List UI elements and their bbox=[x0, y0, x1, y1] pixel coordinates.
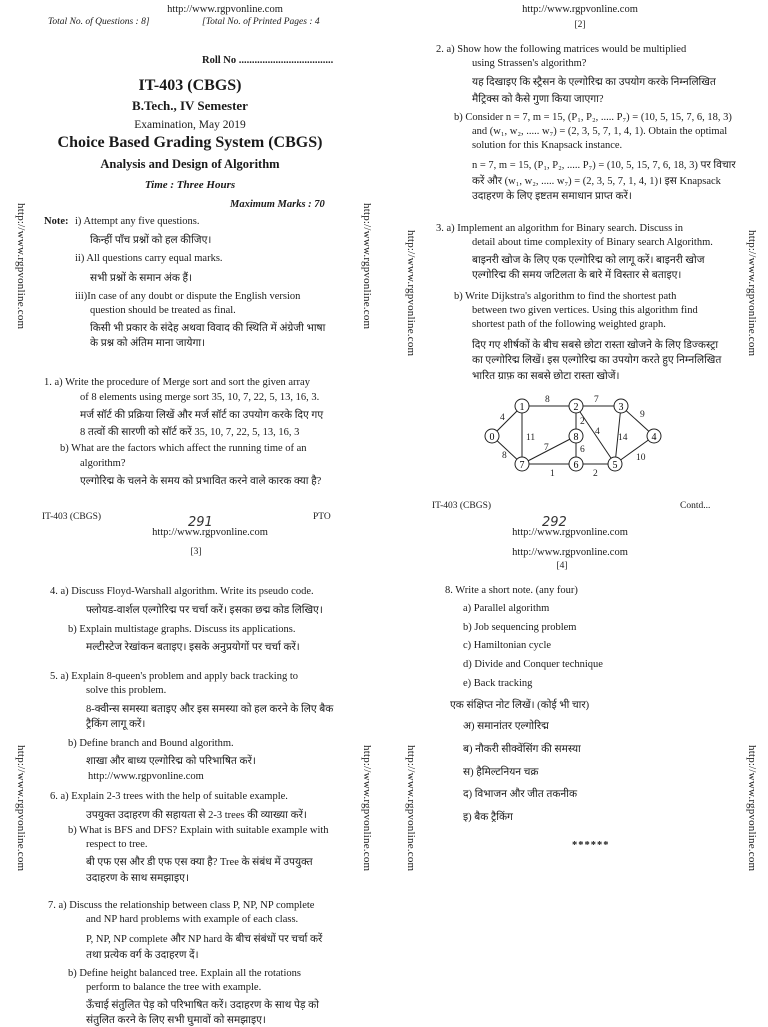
edge-weight: 6 bbox=[580, 445, 585, 455]
q2-line: 2. a) Show how the following matrices would be multiplied bbox=[436, 44, 687, 55]
svg-text:4: 4 bbox=[651, 432, 657, 443]
graph-node bbox=[515, 399, 529, 413]
grading-system: Choice Based Grading System (CBGS) bbox=[57, 134, 323, 151]
handwritten-number: 292 bbox=[542, 515, 567, 530]
note-line: question should be treated as final. bbox=[90, 305, 236, 316]
q2-line: using Strassen's algorithm? bbox=[472, 58, 587, 69]
q8-item: e) Back tracking bbox=[463, 678, 533, 689]
exam-session: Examination, May 2019 bbox=[134, 119, 246, 131]
q7-line: perform to balance the tree with example. bbox=[86, 982, 262, 993]
top-url[interactable]: http://www.rgpvonline.com bbox=[152, 527, 268, 538]
page-number: [4] bbox=[556, 561, 568, 571]
note-line: i) Attempt any five questions. bbox=[75, 216, 200, 227]
side-url[interactable]: http://www.rgpvonline.com bbox=[361, 745, 373, 872]
q1-line: 1. a) Write the procedure of Merge sort and sort the given array bbox=[44, 377, 310, 388]
q2-line: b) Consider n = 7, m = 15, (P₁, P₂, ..... P₇) = (10, 5, 15, 7, 6, 18, 3) bbox=[454, 112, 732, 123]
graph-nodes bbox=[485, 399, 661, 471]
edge-weight: 1 bbox=[550, 469, 555, 479]
note-line: किन्हीं पाँच प्रश्नों को हल कीजिए। bbox=[90, 235, 212, 246]
q7-line: ऊँचाई संतुलित पेड़ को परिभाषित करें। उदाहरण के साथ पेड़ को bbox=[86, 1000, 319, 1011]
q5-line: 5. a) Explain 8-queen's problem and apply back tracking to bbox=[50, 671, 298, 682]
svg-text:2: 2 bbox=[573, 402, 579, 413]
note-line: किसी भी प्रकार के संदेह अथवा विवाद की स्थिति में अंग्रेजी भाषा bbox=[90, 323, 326, 334]
q5-line: ट्रैकिंग लागू करें। bbox=[86, 719, 146, 730]
q2-line: यह दिखाइए कि स्ट्रैसन के एल्गोरिद्म का उपयोग करके निम्नलिखित bbox=[472, 77, 716, 88]
edge-weight: 9 bbox=[640, 410, 645, 420]
q3-line: का एल्गोरिद्म लिखें। इस एल्गोरिद्म का उपयोग करते हुए निम्नलिखित bbox=[472, 355, 722, 366]
q1-line: of 8 elements using merge sort 35, 10, 7, 22, 5, 13, 16, 3. bbox=[80, 392, 320, 403]
handwritten-number: 291 bbox=[188, 515, 213, 530]
top-url[interactable]: http://www.rgpvonline.com bbox=[522, 4, 638, 15]
graph-node bbox=[614, 399, 628, 413]
graph-node bbox=[485, 429, 499, 443]
graph-node bbox=[647, 429, 661, 443]
subject: Analysis and Design of Algorithm bbox=[100, 157, 280, 171]
q6-line: उदाहरण के साथ समझाइए। bbox=[86, 873, 189, 884]
graph-node bbox=[608, 457, 622, 471]
q2-line: करें और (w₁, w₂, ..... w₇) = (2, 3, 5, 7, 1, 4, 1)। इस Knapsack bbox=[472, 176, 721, 187]
edge-weight: 10 bbox=[636, 453, 646, 463]
q6-line: उपयुक्त उदाहरण की सहायता से 2-3 trees की व्याख्या करें। bbox=[86, 810, 307, 821]
graph-node bbox=[569, 399, 583, 413]
q1-line: एल्गोरिद्म के चलने के समय को प्रभावित करने वाले कारक क्या है? bbox=[80, 476, 322, 487]
total-questions: Total No. of Questions : 8] bbox=[48, 17, 150, 27]
q6-line: 6. a) Explain 2-3 trees with the help of suitable example. bbox=[50, 791, 288, 802]
top-url[interactable]: http://www.rgpvonline.com bbox=[512, 527, 628, 538]
q8-hindi-item: ब) नौकरी सीक्वेंसिंग की समस्या bbox=[463, 744, 581, 755]
q8-title: 8. Write a short note. (any four) bbox=[445, 585, 578, 596]
q8-hindi-item: अ) समानांतर एल्गोरिद्म bbox=[463, 721, 549, 732]
side-url[interactable]: http://www.rgpvonline.com bbox=[405, 230, 417, 357]
q1-line: 8 तत्वों की सारणी को सॉर्ट करें 35, 10, 7, 22, 5, 13, 16, 3 bbox=[80, 427, 300, 438]
q5-line: b) Define branch and Bound algorithm. bbox=[68, 738, 234, 749]
q8-item: d) Divide and Conquer technique bbox=[463, 659, 603, 670]
note-line: सभी प्रश्नों के समान अंक हैं। bbox=[90, 273, 193, 284]
svg-text:1: 1 bbox=[519, 402, 525, 413]
page-number: [3] bbox=[190, 547, 202, 557]
graph-node bbox=[569, 457, 583, 471]
edge-weight: 14 bbox=[618, 433, 628, 443]
q8-hindi-item: इ) बैक ट्रैकिंग bbox=[463, 812, 513, 823]
q1-line: b) What are the factors which affect the running time of an bbox=[60, 443, 307, 454]
note-line: ii) All questions carry equal marks. bbox=[75, 253, 223, 264]
q6-line: respect to tree. bbox=[86, 839, 148, 850]
q6-line: b) What is BFS and DFS? Explain with suitable example with bbox=[68, 825, 329, 836]
q8-item: b) Job sequencing problem bbox=[463, 622, 577, 633]
q3-line: shortest path of the following weighted graph. bbox=[472, 319, 666, 330]
q1-line: मर्ज सॉर्ट की प्रक्रिया लिखें और मर्ज सॉर्ट का उपयोग करके दिए गए bbox=[80, 410, 324, 421]
roll-no: Roll No .................................... bbox=[202, 55, 334, 66]
svg-text:3: 3 bbox=[618, 402, 624, 413]
duration: Time : Three Hours bbox=[144, 179, 236, 191]
footer-code: IT-403 (CBGS) bbox=[42, 512, 102, 522]
q2-line: उदाहरण के लिए इष्टतम समाधान प्राप्त करें। bbox=[472, 191, 632, 202]
svg-text:0: 0 bbox=[489, 432, 495, 443]
q3-line: भारित ग्राफ़ का सबसे छोटा रास्ता खोजें। bbox=[472, 371, 620, 382]
footer-contd: Contd... bbox=[680, 501, 711, 511]
course: B.Tech., IV Semester bbox=[132, 98, 248, 113]
inline-url[interactable]: http://www.rgpvonline.com bbox=[88, 771, 204, 782]
q7-line: 7. a) Discuss the relationship between class P, NP, NP complete bbox=[48, 900, 315, 911]
svg-text:7: 7 bbox=[519, 460, 525, 471]
top-url[interactable]: http://www.rgpvonline.com bbox=[167, 4, 283, 15]
side-url[interactable]: http://www.rgpvonline.com bbox=[15, 745, 27, 872]
q4-line: फ्लोयड-वार्शल एल्गोरिद्म पर चर्चा करें। इसका छद्म कोड लिखिए। bbox=[86, 605, 323, 616]
edge-weight: 4 bbox=[500, 413, 505, 423]
q2-line: solution for this Knapsack instance. bbox=[472, 140, 623, 151]
edge-weight: 11 bbox=[526, 433, 536, 443]
svg-text:8: 8 bbox=[573, 432, 579, 443]
note-line: के प्रश्न को अंतिम माना जायेगा। bbox=[90, 338, 206, 349]
q2-line: and (w₁, w₂, ..... w₇) = (2, 3, 5, 7, 1, 4, 1). Obtain the optimal bbox=[472, 126, 728, 137]
side-url[interactable]: http://www.rgpvonline.com bbox=[15, 203, 27, 330]
page-number: [2] bbox=[574, 20, 586, 30]
q2-line: मैट्रिक्स को कैसे गुणा किया जाएगा? bbox=[472, 94, 604, 105]
graph-node bbox=[515, 457, 529, 471]
q5-line: 8-क्वीन्स समस्या बताइए और इस समस्या को हल करने के लिए बैक bbox=[86, 704, 334, 715]
q7-line: P, NP, NP complete और NP hard के बीच संबंधों पर चर्चा करें bbox=[86, 934, 323, 945]
svg-text:5: 5 bbox=[612, 460, 618, 471]
footer-code: IT-403 (CBGS) bbox=[432, 501, 492, 511]
q7-line: and NP hard problems with example of each class. bbox=[86, 914, 299, 925]
edge-weight: 4 bbox=[595, 427, 600, 437]
side-url[interactable]: http://www.rgpvonline.com bbox=[405, 745, 417, 872]
q7-line: तथा प्रत्येक वर्ग के उदाहरण दें। bbox=[86, 950, 199, 961]
side-url[interactable]: http://www.rgpvonline.com bbox=[746, 230, 758, 357]
edge-weight: 7 bbox=[594, 395, 599, 405]
q5-line: solve this problem. bbox=[86, 685, 167, 696]
side-url[interactable]: http://www.rgpvonline.com bbox=[746, 745, 758, 872]
edge-weight: 2 bbox=[593, 469, 598, 479]
q1-line: algorithm? bbox=[80, 458, 126, 469]
q4-line: b) Explain multistage graphs. Discuss its applications. bbox=[68, 624, 296, 635]
q4-line: 4. a) Discuss Floyd-Warshall algorithm. Write its pseudo code. bbox=[50, 586, 314, 597]
side-url[interactable]: http://www.rgpvonline.com bbox=[361, 203, 373, 330]
q8-item: a) Parallel algorithm bbox=[463, 603, 550, 614]
footer-pto: PTO bbox=[313, 512, 331, 522]
q8-item: c) Hamiltonian cycle bbox=[463, 640, 552, 651]
paper-code: IT-403 (CBGS) bbox=[138, 77, 242, 94]
edge-weight: 2 bbox=[580, 417, 585, 427]
q3-line: detail about time complexity of Binary search Algorithm. bbox=[472, 237, 713, 248]
q8-hindi-title: एक संक्षिप्त नोट लिखें। (कोई भी चार) bbox=[450, 700, 590, 711]
top-url-second[interactable]: http://www.rgpvonline.com bbox=[512, 547, 628, 558]
note-line: iii)In case of any doubt or dispute the English version bbox=[75, 291, 301, 302]
q2-line: n = 7, m = 15, (P₁, P₂, ..... P₇) = (10, 5, 15, 7, 6, 18, 3) पर विचार bbox=[472, 160, 736, 171]
q8-hindi-item: स) हैमिल्टनियन चक्र bbox=[463, 767, 539, 778]
graph-node bbox=[569, 429, 583, 443]
svg-text:6: 6 bbox=[573, 460, 579, 471]
weighted-graph bbox=[478, 392, 678, 482]
end-of-paper: ****** bbox=[572, 840, 610, 851]
q4-line: मल्टीस्टेज रेखांकन बताइए। इसके अनुप्रयोगों पर चर्चा करें। bbox=[86, 642, 300, 653]
q8-hindi-item: द) विभाजन और जीत तकनीक bbox=[463, 789, 578, 800]
note-label: Note: bbox=[44, 216, 69, 227]
total-pages: [Total No. of Printed Pages : 4 bbox=[202, 17, 320, 27]
q3-line: b) Write Dijkstra's algorithm to find the shortest path bbox=[454, 291, 677, 302]
q3-line: बाइनरी खोज के लिए एक एल्गोरिद्म को लागू करें। बाइनरी खोज bbox=[472, 255, 705, 266]
q3-line: दिए गए शीर्षकों के बीच सबसे छोटा रास्ता खोजने के लिए डिज्कस्ट्रा bbox=[472, 340, 719, 351]
q3-line: 3. a) Implement an algorithm for Binary search. Discuss in bbox=[436, 223, 683, 234]
q7-line: संतुलित करने के लिए सभी घुमावों को समझाइए। bbox=[86, 1015, 266, 1026]
q5-line: शाखा और बाध्य एल्गोरिद्म को परिभाषित करें। bbox=[86, 756, 256, 767]
edge-weight: 7 bbox=[544, 443, 549, 453]
max-marks: Maximum Marks : 70 bbox=[230, 199, 325, 210]
edge-weight: 8 bbox=[545, 395, 550, 405]
q6-line: बी एफ एस और डी एफ एस क्या है? Tree के संबंध में उपयुक्त bbox=[86, 857, 313, 868]
q3-line: एल्गोरिद्म की समय जटिलता के बारे में विस्तार से बताइए। bbox=[472, 270, 682, 281]
edge-weight: 8 bbox=[502, 451, 507, 461]
q7-line: b) Define height balanced tree. Explain all the rotations bbox=[68, 968, 301, 979]
q3-line: between two given vertices. Using this algorithm find bbox=[472, 305, 698, 316]
